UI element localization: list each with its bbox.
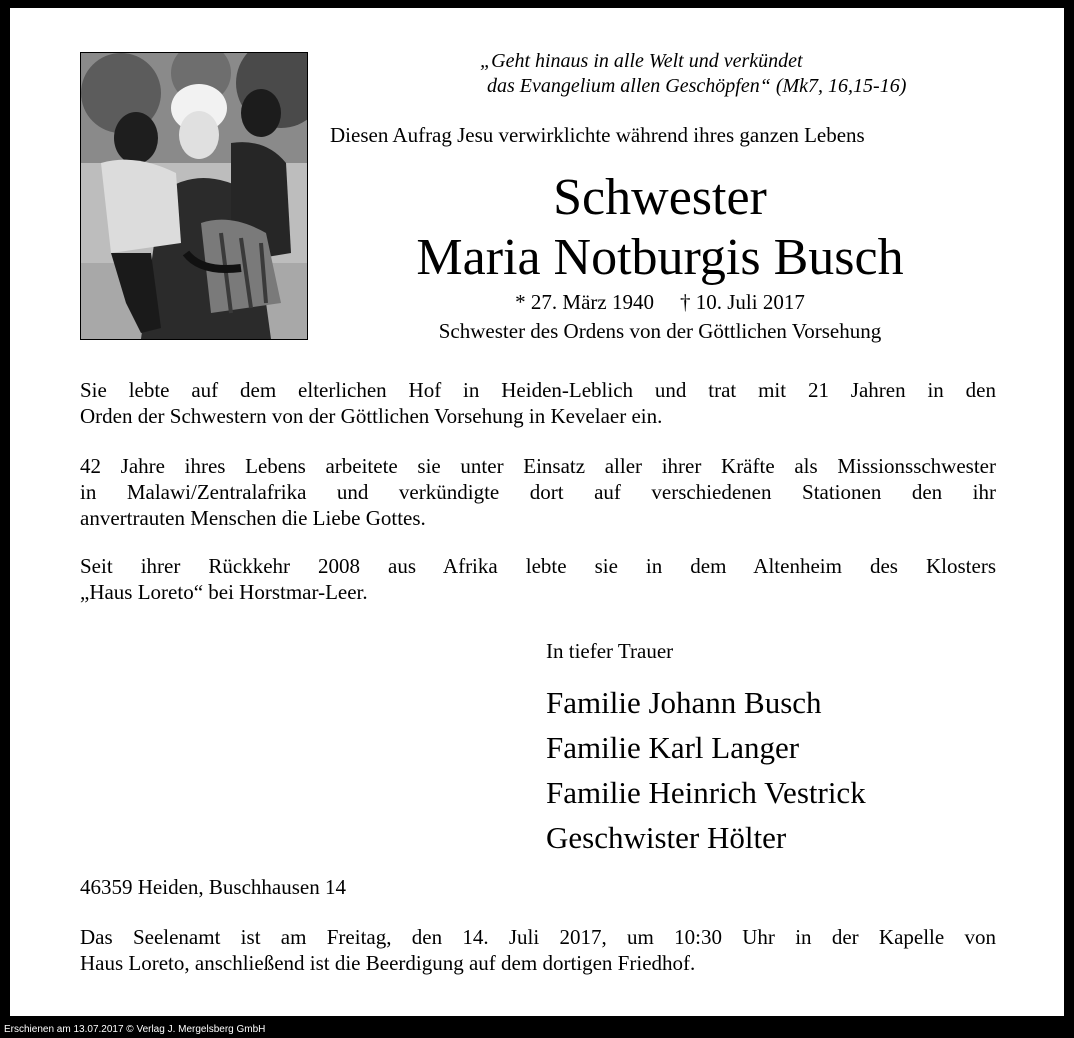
family-list [546,680,866,860]
paragraph-funeral [80,924,996,976]
address: 46359 Heiden, Buschhausen 14 [80,875,346,899]
bible-quote [480,49,906,99]
obituary-notice [10,8,1064,1016]
paragraph-mission [80,453,996,531]
text-line: in Malawi/Zentralafrika und verkündigte dort auf verschiedenen Stationen den ihr [80,480,996,504]
death-date: † 10. Juli 2017 [679,290,805,314]
paragraph-return [80,553,996,605]
paragraph-biography [80,377,996,429]
family-name: Geschwister Hölter [546,820,787,855]
text-line: Sie lebte auf dem elterlichen Hof in Heiden-Leblich und trat mit 21 Jahren in den [80,378,996,402]
order-affiliation: Schwester des Ordens von der Göttlichen Vorsehung [438,319,882,343]
publication-footer: Erschienen am 13.07.2017 © Verlag J. Mergelsberg GmbH [0,1022,1074,1038]
text-line: Orden der Schwestern von der Göttlichen Vorsehung in Kevelaer ein. [80,404,663,428]
portrait-photo [80,52,308,340]
mourning-intro: In tiefer Trauer [546,639,674,663]
text-line: anvertrauten Menschen die Liebe Gottes. [80,506,426,530]
family-name: Familie Johann Busch [546,685,822,720]
text-line: 42 Jahre ihres Lebens arbeitete sie unter Einsatz aller ihrer Kräfte als Missionsschwester [80,454,996,478]
text-line: Das Seelenamt ist am Freitag, den 14. Juli 2017, um 10:30 Uhr in der Kapelle von [80,925,996,949]
birth-date: * 27. März 1940 [515,290,654,314]
intro-text: Diesen Aufrag Jesu verwirklichte während ihres ganzen Lebens [330,123,865,147]
text-line: „Haus Loreto“ bei Horstmar-Leer. [80,580,368,604]
quote-line: das Evangelium allen Geschöpfen“ (Mk7, 16,15-16) [487,75,907,97]
family-name: Familie Heinrich Vestrick [546,775,866,810]
text-line: Seit ihrer Rückkehr 2008 aus Afrika lebte sie in dem Altenheim des Klosters [80,554,996,578]
quote-line: „Geht hinaus in alle Welt und verkündet [480,50,803,72]
title-line: Schwester [553,169,767,226]
family-name: Familie Karl Langer [546,730,800,765]
photo-image [81,53,307,339]
deceased-name: Maria Notburgis Busch [416,229,904,286]
life-dates [330,289,990,315]
text-line: Haus Loreto, anschließend ist die Beerdigung auf dem dortigen Friedhof. [80,951,696,975]
